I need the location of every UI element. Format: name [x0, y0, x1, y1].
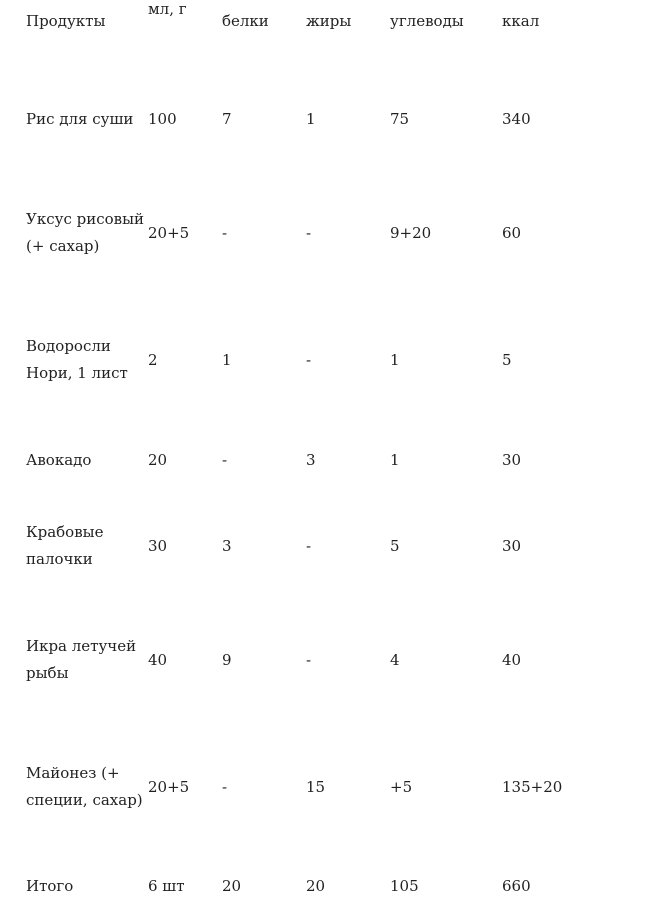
cell-product: Авокадо	[26, 450, 92, 469]
cell-carbs: 5	[390, 536, 400, 555]
cell-carbs: 4	[390, 650, 400, 669]
cell-carbs: 1	[390, 350, 400, 369]
table-row	[26, 698, 626, 876]
cell-product: Икра летучей рыбы	[26, 637, 137, 682]
cell-product: Майонез (+ специи, сахар)	[26, 764, 143, 809]
cell-amount: 20+5	[148, 223, 190, 242]
cell-kcal: 30	[502, 536, 522, 555]
header-carbs: углеводы	[390, 12, 464, 30]
header-amount: мл, г	[148, 0, 187, 18]
cell-kcal: 340	[502, 109, 531, 128]
table-row	[26, 450, 626, 470]
table-header-row	[26, 0, 626, 42]
table-row	[26, 196, 626, 270]
cell-fat: 20	[306, 876, 326, 895]
header-fat: жиры	[306, 12, 352, 30]
cell-product: Рис для суши	[26, 109, 134, 128]
cell-fat: -	[306, 350, 312, 369]
cell-amount: 20+5	[148, 777, 190, 796]
cell-carbs: +5	[390, 777, 413, 796]
cell-kcal: 40	[502, 650, 522, 669]
cell-carbs: 105	[390, 876, 419, 895]
header-kcal: ккал	[502, 12, 540, 30]
header-protein: белки	[222, 12, 269, 30]
cell-protein: 3	[222, 536, 232, 555]
cell-protein: -	[222, 450, 228, 469]
cell-product: Уксус рисовый (+ сахар)	[26, 210, 145, 255]
cell-protein: 7	[222, 109, 232, 128]
cell-protein: 9	[222, 650, 232, 669]
cell-amount: 20	[148, 450, 168, 469]
cell-fat: -	[306, 223, 312, 242]
cell-fat: 15	[306, 777, 326, 796]
cell-carbs: 75	[390, 109, 410, 128]
cell-kcal: 660	[502, 876, 531, 895]
header-products: Продукты	[26, 12, 106, 30]
cell-kcal: 135+20	[502, 777, 563, 796]
nutrition-table	[26, 0, 626, 896]
cell-amount: 6 шт	[148, 876, 185, 895]
cell-fat: 3	[306, 450, 316, 469]
table-row	[26, 470, 626, 622]
cell-kcal: 5	[502, 350, 512, 369]
table-row-total	[26, 876, 626, 896]
cell-kcal: 60	[502, 223, 522, 242]
cell-kcal: 30	[502, 450, 522, 469]
cell-protein: -	[222, 777, 228, 796]
cell-product: Крабовые палочки	[26, 523, 104, 568]
cell-product: Итого	[26, 876, 74, 895]
table-row	[26, 42, 626, 196]
table-row	[26, 270, 626, 450]
cell-amount: 40	[148, 650, 168, 669]
table-row	[26, 622, 626, 698]
cell-fat: 1	[306, 109, 316, 128]
cell-protein: 20	[222, 876, 242, 895]
cell-carbs: 9+20	[390, 223, 432, 242]
cell-product: Водоросли Нори, 1 лист	[26, 337, 128, 382]
cell-amount: 2	[148, 350, 158, 369]
cell-protein: -	[222, 223, 228, 242]
cell-amount: 30	[148, 536, 168, 555]
cell-fat: -	[306, 650, 312, 669]
cell-protein: 1	[222, 350, 232, 369]
cell-carbs: 1	[390, 450, 400, 469]
cell-fat: -	[306, 536, 312, 555]
cell-amount: 100	[148, 109, 177, 128]
